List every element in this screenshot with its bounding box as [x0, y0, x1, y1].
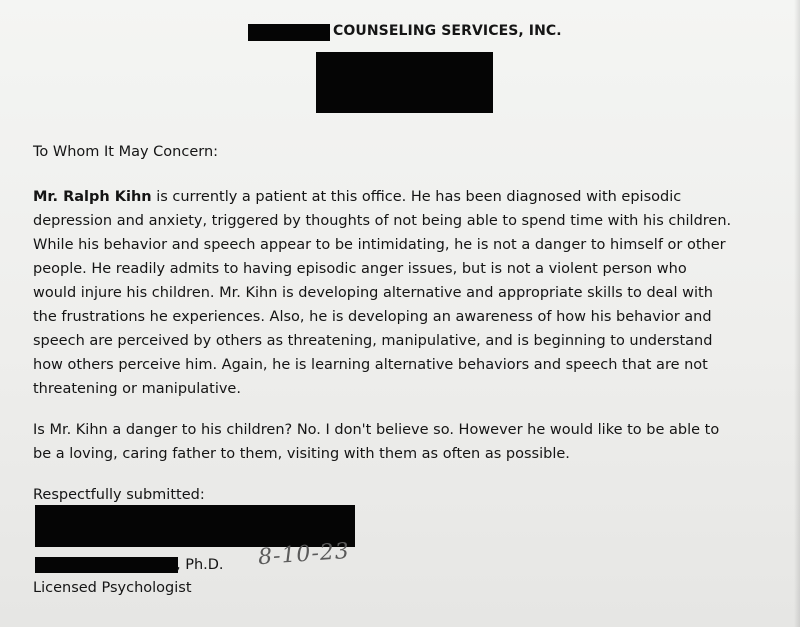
body-paragraph-2 [33, 418, 719, 466]
paragraph-line: threatening or manipulative. [33, 381, 241, 397]
closing-line: Respectfully submitted: [33, 487, 205, 503]
salutation: To Whom It May Concern: [33, 144, 219, 160]
signer-degree: , Ph.D. [176, 557, 224, 573]
paragraph-line: Mr. Ralph Kihn is currently a patient at this office. He has been diagnosed with episodic [33, 189, 682, 205]
paragraph-line: be a loving, caring father to them, visiting with them as often as possible. [33, 446, 570, 462]
page-edge-shadow [794, 0, 800, 627]
paragraph-line: speech are perceived by others as threatening, manipulative, and is beginning to understand [33, 333, 713, 349]
paragraph-line: depression and anxiety, triggered by thoughts of not being able to spend time with his children. [33, 213, 732, 229]
body-paragraph-1 [33, 185, 731, 401]
paragraph-line: the frustrations he experiences. Also, he is developing an awareness of how his behavior and [33, 309, 712, 325]
paragraph-line: people. He readily admits to having episodic anger issues, but is not a violent person who [33, 261, 687, 277]
redacted-company-name [248, 24, 330, 41]
paragraph-line: would injure his children. Mr. Kihn is developing alternative and appropriate skills to deal with [33, 285, 713, 301]
redacted-address-block [316, 52, 493, 113]
letterhead-title: COUNSELING SERVICES, INC. [333, 23, 562, 39]
patient-name: Mr. Ralph Kihn [33, 189, 152, 205]
paragraph-line: While his behavior and speech appear to be intimidating, he is not a danger to himself or other [33, 237, 726, 253]
handwritten-date: 8-10-23 [257, 538, 351, 571]
signer-title: Licensed Psychologist [33, 580, 192, 596]
redacted-signer-name [35, 557, 178, 573]
paragraph-line: how others perceive him. Again, he is learning alternative behaviors and speech that are not [33, 357, 708, 373]
paragraph-line: Is Mr. Kihn a danger to his children? No. I don't believe so. However he would like to be able to [33, 422, 720, 438]
